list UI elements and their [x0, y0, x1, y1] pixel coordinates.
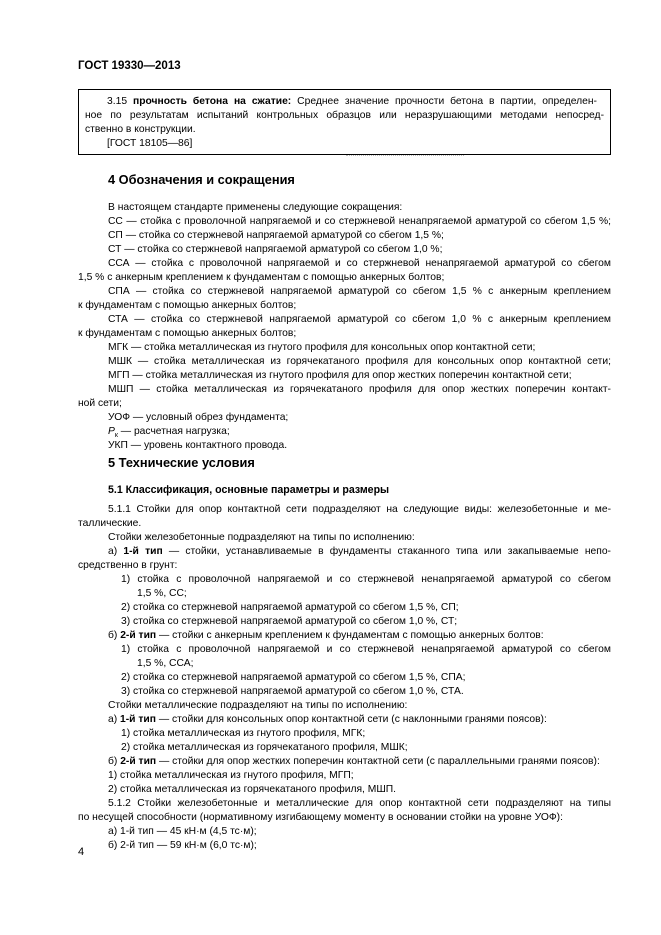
definition-source: [ГОСТ 18105—86]	[107, 138, 193, 149]
text-line: 1,5 % с анкерным креплением к фундаментам с помощью анкерных болтов;	[78, 272, 445, 283]
text-line: 5.1.2 Стойки железобетонные и металлические для опор контактной сети подразделяют на типы	[108, 798, 611, 809]
definition-term: прочность бетона на сжатие:	[132, 96, 292, 107]
list-item: 2) стойка со стержневой напрягаемой арматурой со сбегом 1,5 %, СПА;	[121, 672, 466, 683]
list-item: 2) стойка металлическая из горячекатаного профиля, МШП.	[108, 784, 397, 795]
list-item: 1) стойка с проволочной напрягаемой и со стержневой ненапрягаемой арматурой со сбегом	[121, 644, 611, 655]
list-item: 3) стойка со стержневой напрягаемой арматурой со сбегом 1,0 %, СТА.	[121, 686, 464, 697]
list-item: 1) стойка металлическая из гнутого профиля, МГП;	[108, 770, 354, 781]
list-item: 2) стойка металлическая из горячекатаного профиля, МШК;	[121, 742, 408, 753]
text-line: к фундаментам с помощью анкерных болтов;	[78, 328, 297, 339]
symbol-p: Р	[108, 426, 115, 437]
text-line: УОФ — условный обрез фундамента;	[108, 412, 289, 423]
subsection-5-1-heading: 5.1 Классификация, основные параметры и размеры	[108, 484, 390, 496]
text-line: средственно в грунт:	[78, 560, 178, 571]
text-line: МШК — стойка металлическая из горячекатаного профиля для консольных опор контактной сети;	[108, 356, 611, 367]
text-line: СПА — стойка со стержневой напрягаемой арматурой со сбегом 1,5 % с анкерным креплением	[108, 286, 611, 297]
definition-line: ное по результатам испытаний контрольных образцов или неразрушающими методами непосред-	[85, 110, 604, 121]
symbol-subscript: к	[114, 432, 118, 440]
faint-stamp-mark	[346, 155, 464, 160]
text-line: МШП — стойка металлическая из горячекатаного профиля для опор жестких поперечин контакт-	[108, 384, 611, 395]
text-line: по несущей способности (нормативному изгибающему моменту в основании стойки на уровне УОФ):	[78, 812, 563, 823]
list-item: 2) стойка со стержневой напрягаемой арматурой со сбегом 1,5 %, СП;	[121, 602, 459, 613]
text-line: 5.1.1 Стойки для опор контактной сети подразделяют на следующие виды: железобетонные и ме-	[108, 504, 611, 515]
list-item: а) 1-й тип — 45 кН·м (4,5 тс·м);	[108, 826, 257, 837]
text-line: к фундаментам с помощью анкерных болтов;	[78, 300, 297, 311]
text-line: СП — стойка со стержневой напрягаемой арматурой со сбегом 1,5 %;	[108, 230, 444, 241]
document-header: ГОСТ 19330—2013	[78, 60, 181, 72]
text-line: ССА — стойка с проволочной напрягаемой и со стержневой ненапрягаемой арматурой со сбегом	[108, 258, 611, 269]
list-item: 1,5 %, СС;	[137, 588, 187, 599]
section-5-heading: 5 Технические условия	[108, 455, 255, 470]
text-line: В настоящем стандарте применены следующие сокращения:	[108, 202, 403, 213]
list-item: 1) стойка металлическая из гнутого профиля, МГК;	[121, 728, 366, 739]
definition-box	[78, 89, 611, 155]
section-4-heading: 4 Обозначения и сокращения	[108, 172, 295, 187]
definition-line: ственно в конструкции.	[85, 124, 196, 135]
text-line: УКП — уровень контактного провода.	[108, 440, 288, 451]
text-line: Стойки металлические подразделяют на типы по исполнению:	[108, 700, 408, 711]
list-item: 1) стойка с проволочной напрягаемой и со стержневой ненапрягаемой арматурой со сбегом	[121, 574, 611, 585]
text-line: Стойки железобетонные подразделяют на типы по исполнению:	[108, 532, 415, 543]
text-line: СС — стойка с проволочной напрягаемой и со стержневой ненапрягаемой арматурой со сбегом 1,5 %;	[108, 216, 611, 227]
page-number: 4	[78, 846, 85, 858]
definition-line: 3.15 прочность бетона на сжатие: Среднее значение прочности бетона в партии, определен-	[107, 96, 597, 107]
text-line: МГП — стойка металлическая из гнутого профиля для опор жестких поперечин контактной сети;	[108, 370, 572, 381]
list-item: б) 2-й тип — 59 кН·м (6,0 тс·м);	[108, 840, 257, 851]
text-line: СТ — стойка со стержневой напрягаемой арматурой со сбегом 1,0 %;	[108, 244, 443, 255]
text-line: а) 1-й тип — стойки для консольных опор контактной сети (с наклонными гранями поясов):	[108, 714, 547, 725]
text-line: таллические.	[78, 518, 142, 529]
list-item: 1,5 %, ССА;	[137, 658, 194, 669]
text-line: б) 2-й тип — стойки с анкерным креплением к фундаментам с помощью анкерных болтов:	[108, 630, 544, 641]
text-line: а) 1-й тип — стойки, устанавливаемые в фундаменты стаканного типа или закапываемые непо-	[108, 546, 611, 557]
text-line: б) 2-й тип — стойки для опор жестких поперечин контактной сети (с параллельными гранями поясов):	[108, 756, 600, 767]
text-line: МГК — стойка металлическая из гнутого профиля для консольных опор контактной сети;	[108, 342, 536, 353]
text-line: ной сети;	[78, 398, 122, 409]
text-line: СТА — стойка со стержневой напрягаемой арматурой со сбегом 1,0 % с анкерным креплением	[108, 314, 611, 325]
text-line: $Р_к$ — расчетная нагрузка;	[108, 426, 230, 440]
list-item: 3) стойка со стержневой напрягаемой арматурой со сбегом 1,0 %, СТ;	[121, 616, 458, 627]
